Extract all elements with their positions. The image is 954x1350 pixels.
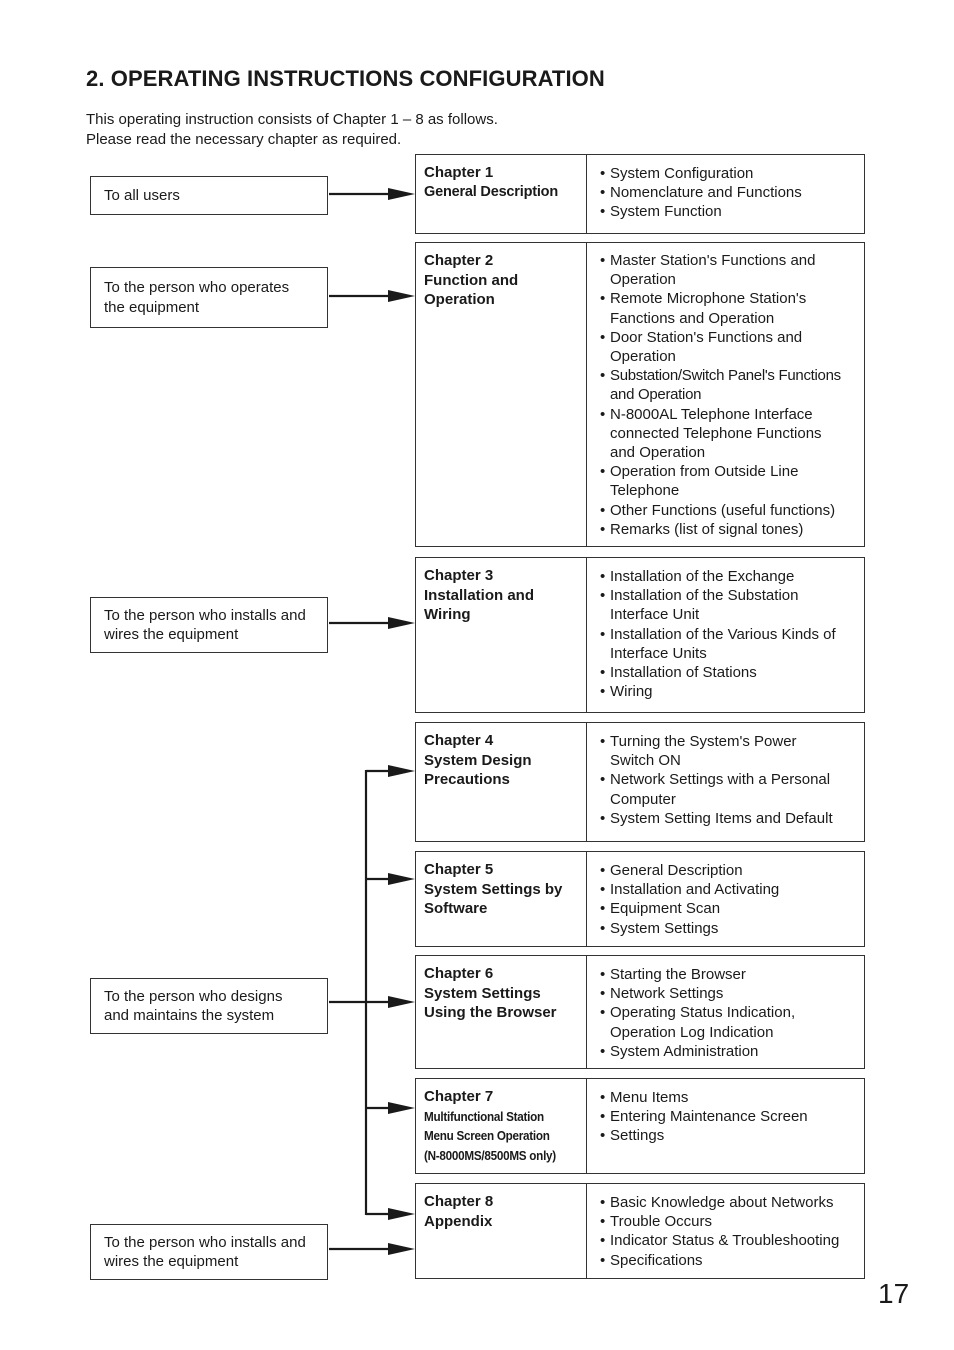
arrow-icon — [388, 1208, 415, 1220]
bullet-icon: • — [600, 881, 606, 899]
audience-label: To the person who installs and wires the equipment — [104, 606, 306, 643]
item-text: Remarks (list of signal tones) — [610, 520, 804, 538]
item-text: Settings — [610, 1127, 665, 1145]
item-text: System Function — [610, 203, 722, 221]
bullet-icon: • — [600, 664, 606, 682]
item-text: Nomenclature and Functions — [610, 184, 802, 202]
arrow-icon — [388, 996, 415, 1008]
page-heading: 2. OPERATING INSTRUCTIONS CONFIGURATION — [86, 66, 605, 91]
chapter-number: Chapter 2 — [424, 252, 494, 269]
item-text: System Setting Items and Default — [610, 809, 833, 827]
item-text: System Settings — [610, 919, 719, 937]
item-text: Other Functions (useful functions) — [610, 501, 836, 519]
arrow-icon — [388, 1102, 415, 1114]
bullet-icon: • — [600, 1194, 606, 1211]
chapter-number: Chapter 5 — [424, 861, 494, 878]
item-text: Trouble Occurs — [610, 1213, 712, 1231]
arrow-icon — [388, 873, 415, 885]
chapter-number: Chapter 6 — [424, 965, 494, 982]
bullet-icon: • — [600, 919, 606, 937]
bullet-icon: • — [600, 405, 606, 423]
chapter-title: Installation and Wiring — [424, 586, 535, 623]
bullet-icon: • — [600, 328, 606, 346]
item-text: Equipment Scan — [610, 900, 721, 918]
item-text: Network Settings with a Personal Computer — [610, 771, 831, 808]
arrow-icon — [388, 188, 415, 200]
bullet-icon: • — [600, 683, 606, 701]
bullet-icon: • — [600, 520, 606, 538]
item-text: General Description — [610, 862, 743, 879]
bullet-icon: • — [600, 1251, 606, 1269]
item-text: Indicator Status & Troubleshooting — [610, 1232, 840, 1250]
audience-label: To the person who operates the equipment — [104, 279, 290, 316]
arrow-icon — [388, 765, 415, 777]
page-number: 17 — [878, 1278, 910, 1309]
bullet-icon: • — [600, 587, 606, 605]
chapter-title: System Settings by Software — [424, 880, 563, 917]
bullet-icon: • — [600, 625, 606, 643]
audience-label: To the person who installs and wires the equipment — [104, 1233, 306, 1270]
item-text: Operation from Outside Line Telephone — [610, 463, 799, 500]
chapter-title: System Settings Using the Browser — [424, 984, 557, 1021]
bullet-icon: • — [600, 1089, 606, 1106]
chapter-number: Chapter 8 — [424, 1193, 494, 1210]
item-text: Installation and Activating — [610, 881, 780, 899]
item-text: Remote Microphone Station's Fanctions and Operation — [610, 290, 807, 327]
chapter-number: Chapter 1 — [424, 164, 494, 181]
item-text: Installation of the Exchange — [610, 568, 795, 585]
arrow-icon — [388, 290, 415, 302]
bullet-icon: • — [600, 966, 606, 983]
chapter-number: Chapter 3 — [424, 567, 494, 584]
bullet-icon: • — [600, 900, 606, 918]
item-text: Installation of Stations — [610, 664, 757, 682]
bullet-icon: • — [600, 1042, 606, 1060]
chapter-title: Multifunctional Station Menu Screen Operation (N-8000MS/8500MS only) — [424, 1108, 556, 1163]
bullet-icon: • — [600, 733, 606, 750]
chapter-number: Chapter 4 — [424, 732, 494, 749]
item-text: Wiring — [610, 683, 653, 701]
chapter-title: General Description — [424, 183, 558, 200]
chapter-title: System Design Precautions — [424, 751, 532, 788]
bullet-icon: • — [600, 203, 606, 221]
arrow-icon — [388, 1243, 415, 1255]
bullet-icon: • — [600, 1108, 606, 1126]
item-text: Turning the System's Power Switch ON — [610, 733, 797, 770]
item-text: Basic Knowledge about Networks — [610, 1194, 834, 1211]
chapter-title: Appendix — [424, 1212, 493, 1230]
bullet-icon: • — [600, 501, 606, 519]
item-text: Installation of the Substation Interface Unit — [610, 587, 799, 624]
item-text: Specifications — [610, 1251, 703, 1269]
item-text: Entering Maintenance Screen — [610, 1108, 808, 1126]
item-text: Master Station's Functions and Operation — [610, 252, 816, 289]
item-text: Installation of the Various Kinds of Interface Units — [610, 625, 836, 662]
item-text: Menu Items — [610, 1089, 689, 1106]
bullet-icon: • — [600, 367, 605, 385]
intro-line-1: This operating instruction consists of Chapter 1 – 8 as follows. — [86, 111, 498, 128]
audience-label: To the person who designs and maintains the system — [104, 987, 283, 1024]
item-text: Starting the Browser — [610, 966, 746, 983]
bullet-icon: • — [600, 252, 606, 269]
chapter-title: Function and Operation — [424, 271, 519, 308]
item-text: System Administration — [610, 1042, 759, 1060]
arrow-icon — [388, 617, 415, 629]
bullet-icon: • — [600, 1232, 606, 1250]
bullet-icon: • — [600, 1004, 606, 1022]
bullet-icon: • — [600, 290, 606, 308]
item-text: N-8000AL Telephone Interface connected Telephone Functions and Operation — [610, 405, 822, 462]
bullet-icon: • — [600, 165, 606, 182]
bullet-icon: • — [600, 771, 606, 789]
chapter-number: Chapter 7 — [424, 1088, 494, 1105]
item-text: Substation/Switch Panel's Functions and Operation — [610, 367, 841, 404]
audience-label: To all users — [104, 186, 180, 204]
bullet-icon: • — [600, 1127, 606, 1145]
intro-line-2: Please read the necessary chapter as required. — [86, 131, 402, 148]
bullet-icon: • — [600, 184, 606, 202]
item-text: Door Station's Functions and Operation — [610, 328, 803, 366]
item-text: Network Settings — [610, 985, 724, 1003]
item-text: System Configuration — [610, 165, 754, 182]
bullet-icon: • — [600, 862, 606, 879]
bullet-icon: • — [600, 1213, 606, 1231]
bullet-icon: • — [600, 568, 606, 585]
bullet-icon: • — [600, 463, 606, 481]
item-text: Operating Status Indication, Operation Log Indication — [610, 1004, 796, 1041]
bullet-icon: • — [600, 809, 606, 827]
bullet-icon: • — [600, 985, 606, 1003]
